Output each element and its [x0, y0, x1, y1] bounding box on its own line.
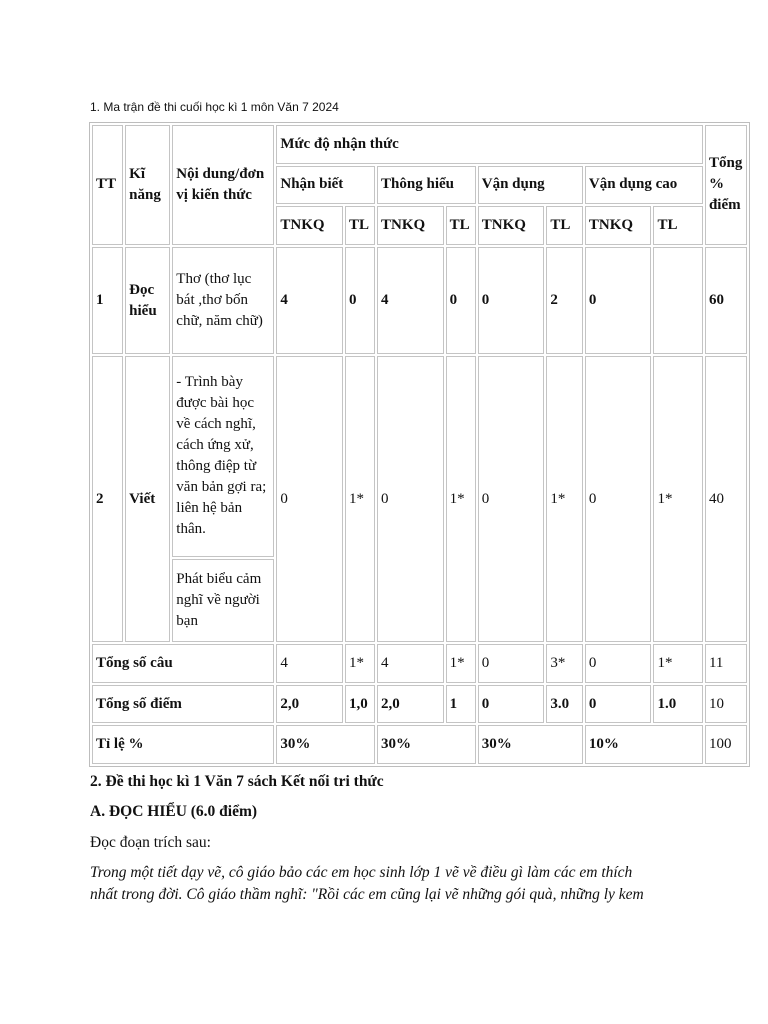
- cell-value: 4: [377, 644, 444, 683]
- row-skill: Viết: [125, 356, 170, 642]
- cell-value: 1*: [345, 644, 375, 683]
- level-understand: Thông hiểu: [377, 166, 476, 205]
- table-row: [92, 247, 747, 354]
- cell-value: 0: [478, 685, 545, 724]
- cell-value: 0: [585, 644, 652, 683]
- row-total: 100: [705, 725, 747, 764]
- level-apply: Vận dụng: [478, 166, 583, 205]
- cell-value: 1*: [345, 356, 375, 642]
- cell-value: 0: [345, 247, 375, 354]
- sub-header: TL: [345, 206, 375, 245]
- cell-value: 2,0: [276, 685, 343, 724]
- cell-value: 0: [478, 644, 545, 683]
- row-total: 60: [705, 247, 747, 354]
- cell-value: 0: [377, 356, 444, 642]
- row-tt: 1: [92, 247, 123, 354]
- cell-value: 1*: [653, 356, 702, 642]
- table-row: [92, 644, 747, 683]
- header-cognitive-level: Mức độ nhận thức: [276, 125, 703, 164]
- cell-value: 10%: [585, 725, 703, 764]
- sub-header: TNKQ: [276, 206, 343, 245]
- cell-value: 0: [478, 247, 545, 354]
- sum-points-label: Tổng số điểm: [92, 685, 274, 724]
- cell-value: 1,0: [345, 685, 375, 724]
- cell-value: 0: [446, 247, 476, 354]
- cell-value: 1*: [446, 644, 476, 683]
- level-apply-high: Vận dụng cao: [585, 166, 703, 205]
- cell-value: 2,0: [377, 685, 444, 724]
- cell-value: 3.0: [546, 685, 583, 724]
- cell-value: 30%: [276, 725, 375, 764]
- sub-header: TL: [546, 206, 583, 245]
- row-content: - Trình bày được bài học về cách nghĩ, cách ứng xử, thông điệp từ văn bản gợi ra; liên hệ bản thân.: [172, 356, 274, 556]
- header-skill: Kĩ năng: [125, 125, 170, 245]
- table-row: [92, 725, 747, 764]
- row-total: 10: [705, 685, 747, 724]
- cell-value: 4: [276, 247, 343, 354]
- cell-value: 0: [585, 685, 652, 724]
- level-recognize: Nhận biết: [276, 166, 375, 205]
- passage-line-1: Trong một tiết dạy vẽ, cô giáo bảo các em học sinh lớp 1 vẽ về điều gì làm các em thích: [90, 864, 633, 881]
- header-total-percent: Tổng % điểm: [705, 125, 747, 245]
- read-instruction: Đọc đoạn trích sau:: [90, 834, 211, 851]
- cell-value: 0: [585, 356, 652, 642]
- cell-value: 0: [276, 356, 343, 642]
- sub-header: TNKQ: [585, 206, 652, 245]
- cell-value: 3*: [546, 644, 583, 683]
- row-content: Thơ (thơ lục bát ,thơ bốn chữ, năm chữ): [172, 247, 274, 354]
- section-2-heading: 2. Đề thi học kì 1 Văn 7 sách Kết nối tri thức: [90, 773, 384, 790]
- cell-value: 0: [585, 247, 652, 354]
- cell-value: 2: [546, 247, 583, 354]
- cell-value: 1*: [653, 644, 702, 683]
- row-tt: 2: [92, 356, 123, 642]
- passage-line-2: nhất trong đời. Cô giáo thầm nghĩ: "Rồi các em cũng lại vẽ những gói quà, những ly kem: [90, 886, 644, 903]
- sub-header: TNKQ: [377, 206, 444, 245]
- cell-value: 1: [446, 685, 476, 724]
- document-title: 1. Ma trận đề thi cuối học kì 1 môn Văn 7 2024: [90, 100, 339, 114]
- sub-header: TL: [446, 206, 476, 245]
- cell-value: 30%: [478, 725, 583, 764]
- cell-value: 4: [276, 644, 343, 683]
- row-skill: Đọc hiểu: [125, 247, 170, 354]
- exam-matrix-table: [89, 122, 750, 767]
- header-tt: TT: [92, 125, 123, 245]
- table-row: [92, 356, 747, 556]
- section-a-heading: A. ĐỌC HIỂU (6.0 điểm): [90, 803, 258, 820]
- sum-count-label: Tổng số câu: [92, 644, 274, 683]
- sub-header: TNKQ: [478, 206, 545, 245]
- cell-value: 1*: [446, 356, 476, 642]
- cell-value: 30%: [377, 725, 476, 764]
- cell-value: 1.0: [653, 685, 702, 724]
- cell-value: 0: [478, 356, 545, 642]
- row-total: 11: [705, 644, 747, 683]
- cell-value: [653, 247, 702, 354]
- cell-value: 1*: [546, 356, 583, 642]
- ratio-label: Tỉ lệ %: [92, 725, 274, 764]
- header-content: Nội dung/đơn vị kiến thức: [172, 125, 274, 245]
- sub-header: TL: [653, 206, 702, 245]
- table-row: [92, 685, 747, 724]
- cell-value: 4: [377, 247, 444, 354]
- row-total: 40: [705, 356, 747, 642]
- row-content: Phát biểu cảm nghĩ về người bạn: [172, 559, 274, 642]
